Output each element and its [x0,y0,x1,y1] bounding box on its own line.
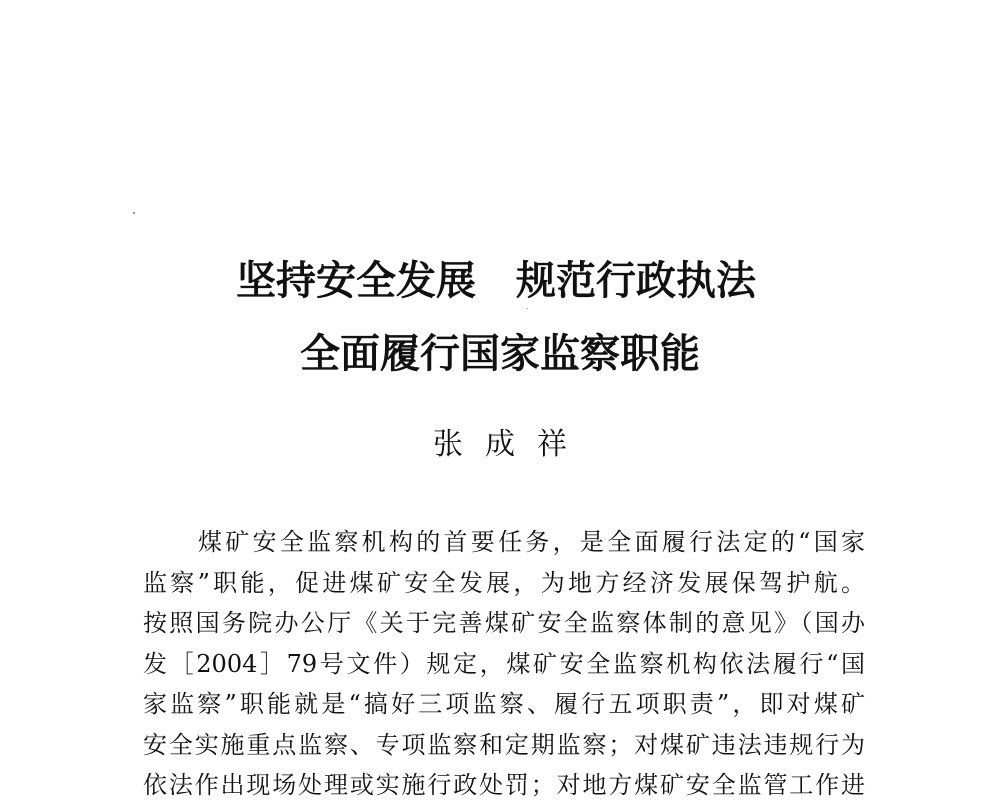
title-line-2: 全面履行国家监察职能 [300,331,700,377]
body-line: 煤矿安全监察机构的首要任务，是全面履行法定的“国家 [198,528,865,556]
scan-speck [133,212,135,214]
body-line: 按照国务院办公厅《关于完善煤矿安全监察体制的意见》（国办 [143,609,865,637]
author-name: 张成祥 [433,427,589,462]
body-paragraph [143,522,865,806]
body-line: 依法作出现场处理或实施行政处罚；对地方煤矿安全监管工作进 [143,771,865,799]
body-line: 家监察”职能就是“搞好三项监察、履行五项职责”，即对煤矿 [143,690,865,718]
body-line: 发［2004］79号文件）规定，煤矿安全监察机构依法履行“国 [143,649,865,678]
scan-speck [527,308,528,309]
body-line: 监察”职能，促进煤矿安全发展，为地方经济发展保驾护航。 [143,568,865,597]
body-line: 安全实施重点监察、专项监察和定期监察；对煤矿违法违规行为 [143,730,865,759]
title-line-1: 坚持安全发展 规范行政执法 [236,258,756,304]
